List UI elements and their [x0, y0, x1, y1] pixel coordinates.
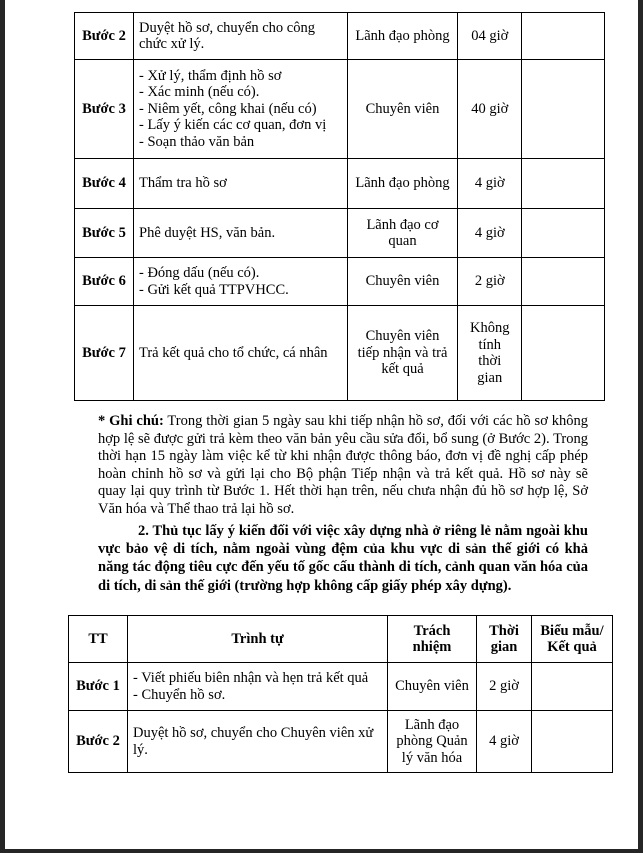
content-line: - Xử lý, thẩm định hồ sơ [139, 67, 282, 84]
content-line: - Xác minh (nếu có). [139, 84, 260, 101]
content-line: - Gửi kết quả TTPVHCC. [139, 281, 289, 298]
form-cell [522, 258, 605, 306]
table-row [75, 209, 605, 258]
form-cell [522, 13, 605, 60]
content-cell [134, 60, 348, 159]
content-cell [134, 258, 348, 306]
step-cell: Bước 7 [75, 306, 134, 401]
content-line: - Đóng dấu (nếu có). [139, 265, 260, 281]
content-line: - Lấy ý kiến các cơ quan, đơn vị [139, 117, 327, 134]
content-line: - Viết phiếu biên nhận và hẹn trả kết quả [133, 670, 369, 686]
step-cell: Bước 5 [75, 209, 134, 258]
time-cell: 2 giờ [477, 663, 532, 711]
step-cell: Bước 6 [75, 258, 134, 306]
header-responsible: Trách nhiệm [388, 616, 477, 663]
document-page [5, 0, 638, 849]
header-form: Biểu mẫu/ Kết quả [532, 616, 613, 663]
table-row [69, 663, 613, 711]
form-cell [522, 60, 605, 159]
step-cell: Bước 2 [69, 711, 128, 773]
responsible-cell: Lãnh đạo phòng Quản lý văn hóa [388, 711, 477, 773]
time-cell: 4 giờ [458, 159, 522, 209]
form-cell [532, 663, 613, 711]
responsible-cell: Chuyên viên [388, 663, 477, 711]
responsible-cell: Chuyên viên [348, 258, 458, 306]
content-line: Trả kết quả cho tổ chức, cá nhân [139, 344, 328, 361]
content-cell [134, 306, 348, 401]
content-line: Duyệt hồ sơ, chuyển cho Chuyên viên xử lý. [133, 725, 374, 758]
step-cell: Bước 3 [75, 60, 134, 159]
note-paragraph [98, 413, 588, 518]
section-2-heading: 2. Thủ tục lấy ý kiến đối với việc xây dựng nhà ở riêng lẻ nằm ngoài khu vực bảo vệ di tích, nằm ngoài vùng đệm của khu vực di sản thế giới có khả năng tác động tiêu cực đến yếu tố gốc cấu thành di tích, cảnh quan văn hóa của di tích, di sản thế giới (trường hợp không cấp giấy phép xây dựng). [98, 523, 588, 594]
procedure-table-1 [74, 12, 605, 401]
time-cell: 2 giờ [458, 258, 522, 306]
note-text: Trong thời gian 5 ngày sau khi tiếp nhận hồ sơ, đối với các hồ sơ không hợp lệ sẽ được gửi trả kèm theo văn bản yêu cầu sửa đổi, bổ sung (ở Bước 2). Trong thời hạn 15 ngày làm việc kể từ khi nhận được thông báo, đơn vị đề nghị cấp phép hoàn chỉnh hồ sơ và gửi lại cho Bộ phận Tiếp nhận và trả kết quả. Hồ sơ này sẽ quay lại quy trình từ Bước 1. Hết thời hạn trên, nếu chưa nhận đủ hồ sơ hợp lệ, Sở Văn hóa và Thể thao trả lại hồ sơ. [98, 413, 588, 517]
content-line: Thẩm tra hồ sơ [139, 175, 227, 192]
table-row [75, 159, 605, 209]
step-cell: Bước 4 [75, 159, 134, 209]
time-cell: 4 giờ [477, 711, 532, 773]
step-cell: Bước 2 [75, 13, 134, 60]
content-cell [128, 663, 388, 711]
table-row [75, 60, 605, 159]
content-cell [128, 711, 388, 773]
table-row [75, 306, 605, 401]
responsible-cell: Lãnh đạo phòng [348, 159, 458, 209]
content-line: Phê duyệt HS, văn bản. [139, 224, 276, 241]
content-line: Duyệt hồ sơ, chuyển cho công chức xử lý. [139, 19, 315, 52]
responsible-cell: Lãnh đạo cơ quan [348, 209, 458, 258]
form-cell [522, 306, 605, 401]
responsible-cell: Chuyên viên [348, 60, 458, 159]
header-tt: TT [69, 616, 128, 663]
form-cell [522, 159, 605, 209]
content-line: - Niêm yết, công khai (nếu có) [139, 100, 317, 117]
responsible-cell: Lãnh đạo phòng [348, 13, 458, 60]
procedure-table-2 [68, 615, 613, 773]
step-cell: Bước 1 [69, 663, 128, 711]
header-sequence: Trình tự [128, 616, 388, 663]
table-header-row [69, 616, 613, 663]
note-label: * Ghi chú: [98, 413, 164, 429]
header-time: Thời gian [477, 616, 532, 663]
time-cell: 04 giờ [458, 13, 522, 60]
content-cell [134, 13, 348, 60]
time-cell: 4 giờ [458, 209, 522, 258]
table-row [69, 711, 613, 773]
content-line: - Soạn thảo văn bản [139, 133, 255, 150]
table-row [75, 258, 605, 306]
content-line: - Chuyển hồ sơ. [133, 686, 226, 703]
form-cell [532, 711, 613, 773]
time-cell: Không tính thời gian [458, 306, 522, 401]
form-cell [522, 209, 605, 258]
time-cell: 40 giờ [458, 60, 522, 159]
responsible-cell: Chuyên viên tiếp nhận và trả kết quả [348, 306, 458, 401]
table-row [75, 13, 605, 60]
content-cell [134, 209, 348, 258]
content-cell [134, 159, 348, 209]
